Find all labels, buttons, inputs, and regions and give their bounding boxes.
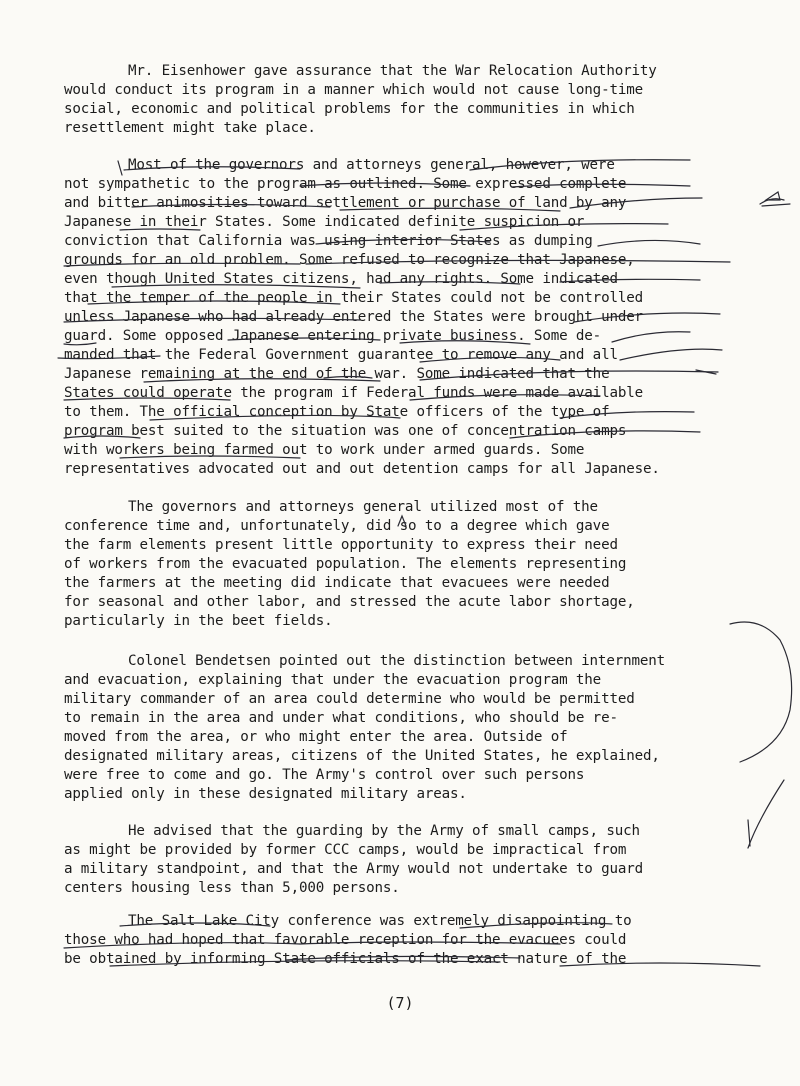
text-line: moved from the area, or who might enter the area. Outside of <box>64 729 568 745</box>
margin-arrow <box>766 192 780 200</box>
text-line: designated military areas, citizens of the United States, he explained, <box>64 748 660 764</box>
text-line: Japanese in their States. Some indicated definite suspicion or <box>64 214 585 230</box>
text-line: The Salt Lake City conference was extremely disappointing to <box>128 913 632 929</box>
text-line: applied only in these designated military areas. <box>64 786 467 802</box>
text-line: for seasonal and other labor, and stressed the acute labor shortage, <box>64 594 635 610</box>
text-line: and bitter animosities toward settlement or purchase of land by any <box>64 195 627 211</box>
text-line: military commander of an area could determine who would be permitted <box>64 691 635 707</box>
text-line: the farmers at the meeting did indicate that evacuees were needed <box>64 575 610 591</box>
text-line: to them. The official conception by State officers of the type of <box>64 404 610 420</box>
text-line: resettlement might take place. <box>64 120 316 136</box>
text-line: were free to come and go. The Army's control over such persons <box>64 767 585 783</box>
text-line: of workers from the evacuated population. The elements representing <box>64 556 627 572</box>
text-line: program best suited to the situation was one of concentration camps <box>64 423 627 439</box>
text-line: conviction that California was using interior States as dumping <box>64 233 593 249</box>
text-line: centers housing less than 5,000 persons. <box>64 880 400 896</box>
text-line: that the temper of the people in their States could not be controlled <box>64 290 644 306</box>
text-line: with workers being farmed out to work under armed guards. Some <box>64 442 585 458</box>
text-line: Colonel Bendetsen pointed out the distinction between internment <box>128 653 666 669</box>
paragraph-army-guarding <box>64 822 748 898</box>
text-line: would conduct its program in a manner which would not cause long-time <box>64 82 644 98</box>
paragraph-eisenhower-assurance <box>64 62 748 138</box>
text-line: States could operate the program if Federal funds were made available <box>64 385 644 401</box>
page-number: (7) <box>386 994 414 1012</box>
text-line: the farm elements present little opportunity to express their need <box>64 537 618 553</box>
margin-arrow <box>762 204 790 206</box>
text-line: representatives advocated out and out detention camps for all Japanese. <box>64 461 660 477</box>
text-line: a military standpoint, and that the Army would not undertake to guard <box>64 861 644 877</box>
text-line: unless Japanese who had already entered the States were brought under <box>64 309 644 325</box>
text-line: even though United States citizens, had any rights. Some indicated <box>64 271 618 287</box>
paragraph-salt-lake-conference <box>64 912 748 969</box>
margin-arrow <box>760 199 784 204</box>
text-line: not sympathetic to the program as outlined. Some expressed complete <box>64 176 627 192</box>
margin-slash <box>748 780 784 848</box>
text-line: grounds for an old problem. Some refused to recognize that Japanese, <box>64 252 635 268</box>
text-line: as might be provided by former CCC camps, would be impractical from <box>64 842 627 858</box>
paragraph-governors-attitudes <box>64 156 748 479</box>
paragraph-bendetsen <box>64 652 748 804</box>
text-line: to remain in the area and under what conditions, who should be re- <box>64 710 618 726</box>
text-line: He advised that the guarding by the Army of small camps, such <box>128 823 640 839</box>
text-line: conference time and, unfortunately, did so to a degree which gave <box>64 518 610 534</box>
text-line: The governors and attorneys general utilized most of the <box>128 499 598 515</box>
text-line: those who had hoped that favorable reception for the evacuees could <box>64 932 627 948</box>
paragraph-conference-time <box>64 498 748 631</box>
text-line: Japanese remaining at the end of the war. Some indicated that the <box>64 366 610 382</box>
text-line: social, economic and political problems for the communities in which <box>64 101 635 117</box>
margin-slash <box>748 820 750 846</box>
text-line: be obtained by informing State officials of the exact nature of the <box>64 951 627 967</box>
text-line: manded that the Federal Government guarantee to remove any and all <box>64 347 618 363</box>
text-line: guard. Some opposed Japanese entering private business. Some de- <box>64 328 602 344</box>
text-line: and evacuation, explaining that under the evacuation program the <box>64 672 602 688</box>
text-line: Most of the governors and attorneys general, however, were <box>128 157 615 173</box>
text-line: Mr. Eisenhower gave assurance that the War Relocation Authority <box>128 63 657 79</box>
text-line: particularly in the beet fields. <box>64 613 333 629</box>
